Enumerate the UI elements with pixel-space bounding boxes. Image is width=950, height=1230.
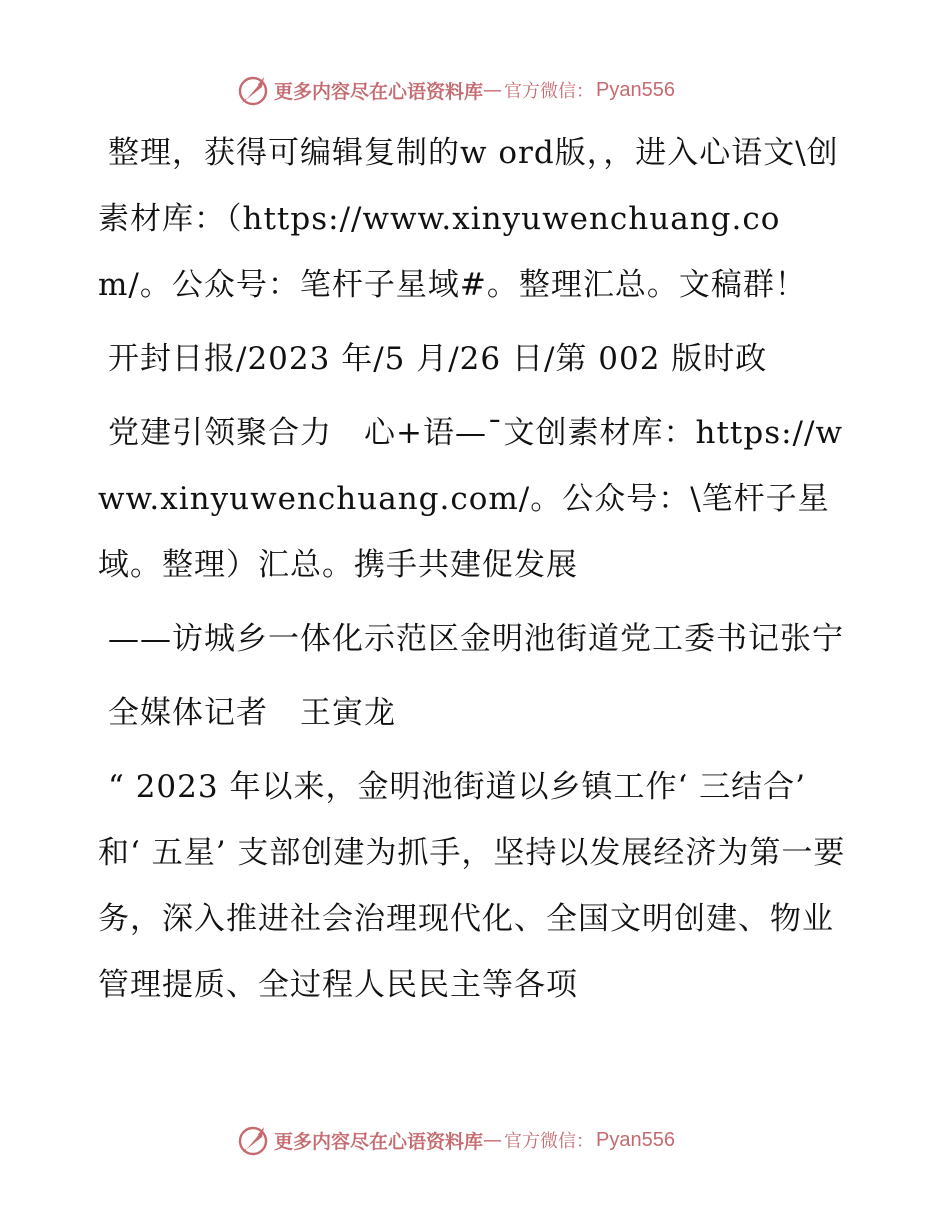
watermark-wechat-id: Pyan556 — [596, 78, 675, 101]
footer-watermark — [0, 1120, 950, 1160]
body-paragraph: “ 2023 年以来，金明池街道以乡镇工作‘ 三结合’ 和‘ 五星’ 支部创建为抓手，坚持以发展经济为第一要务，深入推进社会治理现代化、全国文明创建、物业管理提质、全过程人民民主等各项 — [98, 769, 846, 1003]
watermark-official-label: 官方微信： — [504, 1131, 595, 1152]
watermark-separator: — — [483, 79, 503, 101]
watermark-brand-text: 更多内容尽在心语资料库 — [274, 1130, 484, 1153]
watermark-inner — [236, 70, 675, 110]
quill-logo-icon — [236, 73, 270, 107]
watermark-separator: — — [483, 1129, 503, 1151]
watermark-inner — [236, 1120, 675, 1160]
watermark-official-label: 官方微信： — [504, 81, 595, 102]
intro-paragraph: 整理，获得可编辑复制的w ord版，，进入心语文\创素材库：（https://www.xinyuwenchuang.com/。公众号：笔杆子星域#。整理汇总。文稿群！ — [98, 135, 839, 303]
publication-line: 开封日报/2023 年/5 月/26 日/第 002 版时政 — [108, 341, 768, 377]
watermark-brand-text: 更多内容尽在心语资料库 — [274, 80, 484, 103]
byline: 全媒体记者 王寅龙 — [108, 695, 396, 731]
article-subtitle: ——访城乡一体化示范区金明池街道党工委书记张宁 — [108, 621, 844, 657]
header-watermark — [0, 70, 950, 110]
quill-logo-icon — [236, 1123, 270, 1157]
watermark-wechat-id: Pyan556 — [596, 1128, 675, 1151]
article-body — [98, 120, 850, 1018]
article-headline: 党建引领聚合力 心+语—¯文创素材库：https://www.xinyuwenchuang.com/。公众号：\笔杆子星域。整理）汇总。携手共建促发展 — [98, 415, 843, 583]
